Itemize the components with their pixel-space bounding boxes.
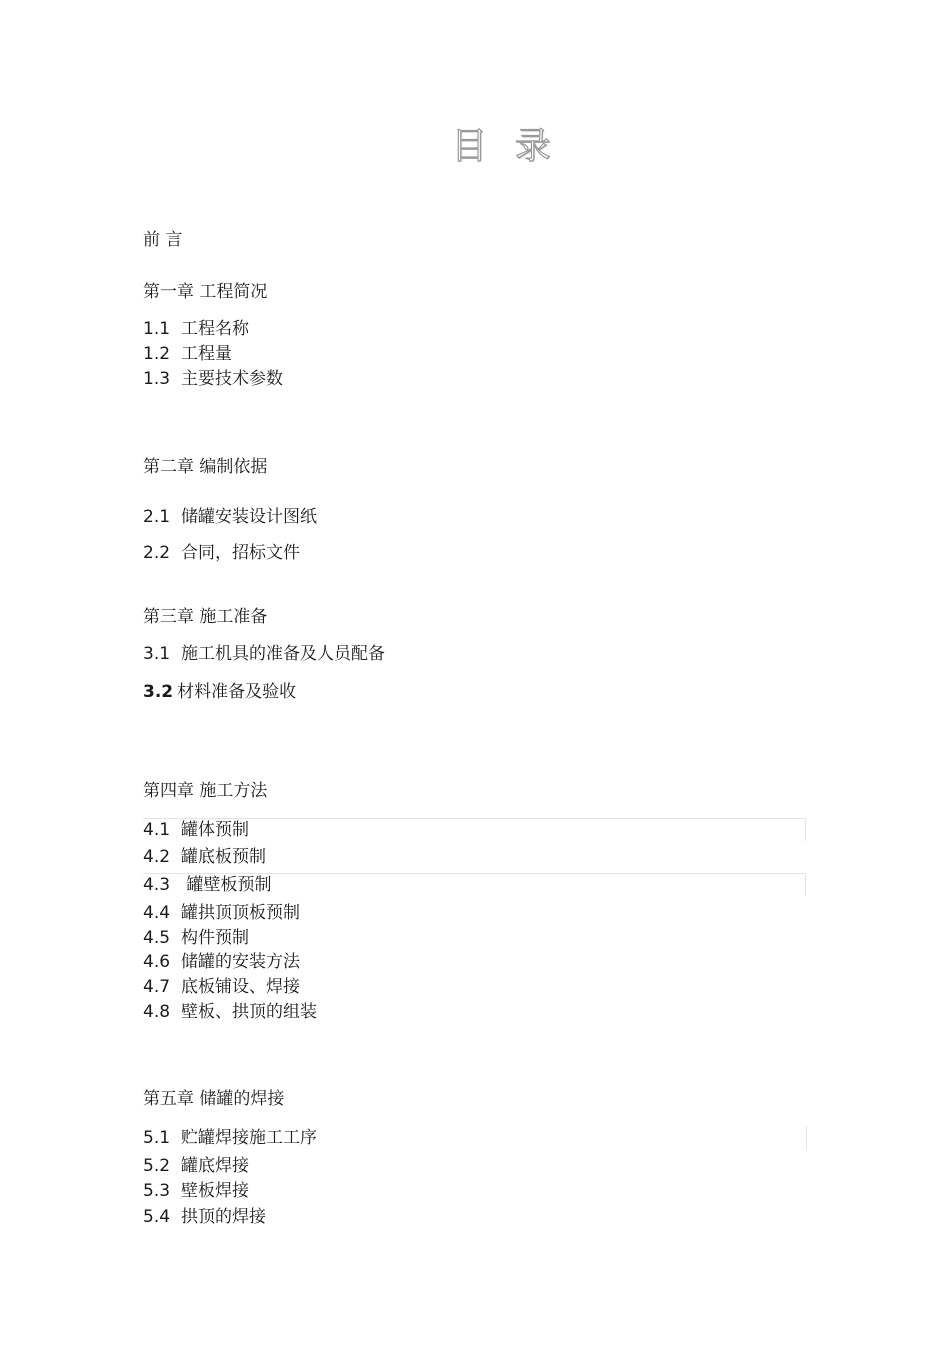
- toc-item-number: 3.1: [143, 644, 171, 664]
- toc-item-label: 底板铺设、焊接: [181, 977, 301, 997]
- toc-item-label: 罐体预制: [181, 820, 250, 840]
- toc-item-label: 壁板焊接: [181, 1181, 250, 1201]
- toc-chapter-4[interactable]: 第四章 施工方法: [143, 781, 268, 801]
- page-title: 目 录: [451, 126, 559, 167]
- toc-item-label: 储罐的安装方法: [181, 952, 301, 972]
- toc-item-number: 2.2: [143, 543, 171, 563]
- toc-item-number: 5.4: [143, 1207, 171, 1227]
- toc-item-2-2[interactable]: [143, 542, 300, 564]
- toc-item-label: 构件预制: [181, 928, 250, 948]
- toc-item-label: 合同，招标文件: [181, 543, 301, 563]
- toc-item-1-3[interactable]: [143, 368, 283, 390]
- toc-item-number: 4.5: [143, 928, 171, 948]
- toc-item-3-1[interactable]: [143, 643, 385, 665]
- toc-chapter-1[interactable]: 第一章 工程简况: [143, 282, 268, 302]
- toc-item-2-1[interactable]: [143, 506, 317, 528]
- toc-chapter-5[interactable]: 第五章 储罐的焊接: [143, 1089, 285, 1109]
- toc-item-5-1[interactable]: [143, 1127, 317, 1149]
- toc-item-label: 罐底焊接: [181, 1156, 250, 1176]
- toc-item-number: 5.2: [143, 1156, 171, 1176]
- toc-item-number: 2.1: [143, 507, 171, 527]
- toc-item-number: 4.2: [143, 847, 171, 867]
- divider: [806, 1126, 807, 1150]
- toc-item-number: 4.7: [143, 977, 171, 997]
- toc-item-4-7[interactable]: [143, 976, 300, 998]
- toc-item-number: 4.6: [143, 952, 171, 972]
- toc-item-5-3[interactable]: [143, 1180, 249, 1202]
- toc-item-label: 主要技术参数: [181, 369, 284, 389]
- toc-item-number: 1.3: [143, 369, 171, 389]
- toc-item-4-6[interactable]: [143, 951, 300, 973]
- toc-item-4-3[interactable]: [143, 873, 806, 896]
- toc-item-4-5[interactable]: [143, 927, 249, 949]
- toc-item-label: 工程名称: [181, 319, 250, 339]
- toc-preface[interactable]: 前 言: [143, 230, 183, 250]
- toc-item-number: 1.2: [143, 344, 171, 364]
- toc-item-label: 罐壁板预制: [181, 875, 272, 895]
- toc-item-number: 5.1: [143, 1128, 171, 1148]
- toc-chapter-2[interactable]: 第二章 编制依据: [143, 457, 268, 477]
- toc-item-1-2[interactable]: [143, 343, 232, 365]
- toc-item-number: 4.1: [143, 820, 171, 840]
- toc-item-number: 4.3: [143, 875, 171, 895]
- toc-item-4-8[interactable]: [143, 1001, 317, 1023]
- toc-item-5-4[interactable]: [143, 1206, 266, 1228]
- toc-item-label: 施工机具的准备及人员配备: [181, 644, 386, 664]
- toc-item-4-1[interactable]: [143, 818, 806, 841]
- toc-item-4-2[interactable]: [143, 846, 266, 868]
- toc-item-label: 壁板、拱顶的组装: [181, 1002, 318, 1022]
- toc-item-1-1[interactable]: [143, 318, 249, 340]
- toc-item-4-4[interactable]: [143, 902, 300, 924]
- toc-item-5-2[interactable]: [143, 1155, 249, 1177]
- toc-item-label: 贮罐焊接施工工序: [181, 1128, 318, 1148]
- toc-item-number: 4.4: [143, 903, 171, 923]
- toc-item-number: 1.1: [143, 319, 171, 339]
- toc-item-label: 储罐安装设计图纸: [181, 507, 318, 527]
- toc-item-label: 材料准备及验收: [177, 682, 297, 702]
- toc-item-label: 罐底板预制: [181, 847, 267, 867]
- toc-item-label: 工程量: [181, 344, 233, 364]
- toc-item-label: 罐拱顶顶板预制: [181, 903, 301, 923]
- toc-chapter-3[interactable]: 第三章 施工准备: [143, 607, 268, 627]
- toc-item-number: 3.2: [143, 682, 174, 702]
- toc-item-number: 5.3: [143, 1181, 171, 1201]
- toc-item-3-2[interactable]: [143, 681, 296, 703]
- toc-item-label: 拱顶的焊接: [181, 1207, 267, 1227]
- toc-item-number: 4.8: [143, 1002, 171, 1022]
